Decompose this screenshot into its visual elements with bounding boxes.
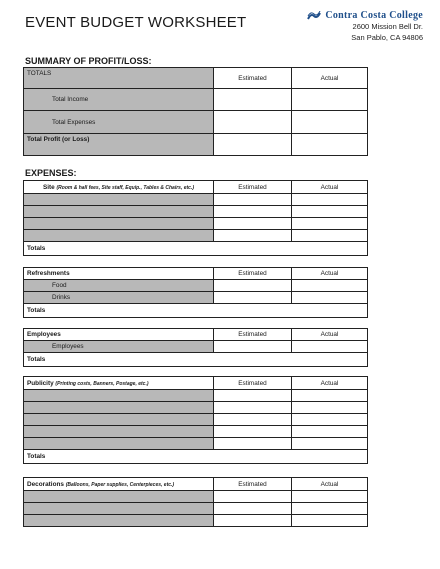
refreshments-totals-label: Totals — [24, 304, 368, 318]
site-row-actual[interactable] — [292, 194, 368, 206]
employees-header: Employees — [24, 329, 214, 341]
decorations-row-label[interactable] — [24, 503, 214, 515]
summary-table — [23, 67, 368, 156]
site-table — [23, 180, 368, 256]
publicity-row-label[interactable] — [24, 414, 214, 426]
publicity-row-actual[interactable] — [292, 426, 368, 438]
food-estimated[interactable] — [214, 280, 292, 292]
site-row-estimated[interactable] — [214, 230, 292, 242]
expenses-heading: EXPENSES: — [25, 168, 77, 178]
refreshments-table — [23, 267, 368, 318]
food-actual[interactable] — [292, 280, 368, 292]
total-income-actual[interactable] — [292, 89, 368, 111]
publicity-row-label[interactable] — [24, 426, 214, 438]
decorations-row-estimated[interactable] — [214, 503, 292, 515]
site-row-label[interactable] — [24, 206, 214, 218]
site-row-label[interactable] — [24, 194, 214, 206]
summary-heading: SUMMARY OF PROFIT/LOSS: — [25, 56, 152, 66]
site-row-actual[interactable] — [292, 218, 368, 230]
total-expenses-estimated[interactable] — [214, 111, 292, 134]
college-logo-icon — [307, 11, 321, 21]
publicity-row-estimated[interactable] — [214, 390, 292, 402]
decorations-row-actual[interactable] — [292, 515, 368, 527]
total-income-label: Total Income — [24, 89, 214, 111]
publicity-row-label[interactable] — [24, 390, 214, 402]
estimated-header: Estimated — [214, 68, 292, 89]
estimated-header: Estimated — [214, 377, 292, 390]
publicity-row-estimated[interactable] — [214, 414, 292, 426]
publicity-label: Publicity — [27, 379, 54, 387]
site-totals-label: Totals — [24, 242, 368, 256]
total-profit-actual[interactable] — [292, 134, 368, 156]
site-header — [24, 181, 214, 194]
decorations-row-label[interactable] — [24, 515, 214, 527]
actual-header: Actual — [292, 478, 368, 491]
decorations-header — [24, 478, 214, 491]
publicity-row-label[interactable] — [24, 402, 214, 414]
employees-estimated[interactable] — [214, 341, 292, 353]
publicity-totals-label: Totals — [24, 450, 368, 464]
employees-table — [23, 328, 368, 367]
publicity-row-actual[interactable] — [292, 438, 368, 450]
total-expenses-actual[interactable] — [292, 111, 368, 134]
estimated-header: Estimated — [214, 268, 292, 280]
org-logo — [307, 10, 423, 43]
drinks-label: Drinks — [24, 292, 214, 304]
decorations-note: (Balloons, Paper supplies, Centerpieces, etc.) — [65, 481, 175, 488]
site-row-actual[interactable] — [292, 230, 368, 242]
page-title: EVENT BUDGET WORKSHEET — [25, 14, 247, 31]
publicity-row-estimated[interactable] — [214, 438, 292, 450]
decorations-row-actual[interactable] — [292, 491, 368, 503]
decorations-row-label[interactable] — [24, 491, 214, 503]
refreshments-header: Refreshments — [24, 268, 214, 280]
address-line-2: San Pablo, CA 94806 — [351, 33, 423, 42]
publicity-table — [23, 376, 368, 464]
decorations-label: Decorations — [27, 480, 64, 488]
decorations-table — [23, 477, 368, 527]
total-profit-label: Total Profit (or Loss) — [24, 134, 214, 156]
drinks-estimated[interactable] — [214, 292, 292, 304]
publicity-row-actual[interactable] — [292, 414, 368, 426]
org-name: Contra Costa College — [325, 10, 423, 21]
decorations-row-actual[interactable] — [292, 503, 368, 515]
publicity-row-estimated[interactable] — [214, 402, 292, 414]
actual-header: Actual — [292, 268, 368, 280]
publicity-row-label[interactable] — [24, 438, 214, 450]
actual-header: Actual — [292, 329, 368, 341]
food-label: Food — [24, 280, 214, 292]
employees-actual[interactable] — [292, 341, 368, 353]
drinks-actual[interactable] — [292, 292, 368, 304]
site-row-estimated[interactable] — [214, 194, 292, 206]
publicity-row-estimated[interactable] — [214, 426, 292, 438]
totals-header: TOTALS — [24, 68, 214, 89]
employees-totals-label: Totals — [24, 353, 368, 367]
actual-header: Actual — [292, 68, 368, 89]
total-income-estimated[interactable] — [214, 89, 292, 111]
estimated-header: Estimated — [214, 478, 292, 491]
publicity-note: (Printing costs, Banners, Postage, etc.) — [55, 380, 149, 387]
publicity-row-actual[interactable] — [292, 390, 368, 402]
site-row-estimated[interactable] — [214, 218, 292, 230]
site-row-label[interactable] — [24, 218, 214, 230]
publicity-header — [24, 377, 214, 390]
decorations-row-estimated[interactable] — [214, 491, 292, 503]
address-line-1: 2600 Mission Bell Dr. — [352, 22, 423, 31]
site-row-estimated[interactable] — [214, 206, 292, 218]
site-note: (Room & hall fees, Site staff, Equip., Tables & Chairs, etc.) — [56, 184, 195, 191]
publicity-row-actual[interactable] — [292, 402, 368, 414]
estimated-header: Estimated — [214, 329, 292, 341]
actual-header: Actual — [292, 377, 368, 390]
total-expenses-label: Total Expenses — [24, 111, 214, 134]
actual-header: Actual — [292, 181, 368, 194]
total-profit-estimated[interactable] — [214, 134, 292, 156]
site-row-label[interactable] — [24, 230, 214, 242]
site-row-actual[interactable] — [292, 206, 368, 218]
estimated-header: Estimated — [214, 181, 292, 194]
employees-label: Employees — [24, 341, 214, 353]
decorations-row-estimated[interactable] — [214, 515, 292, 527]
site-label: Site — [42, 183, 55, 191]
